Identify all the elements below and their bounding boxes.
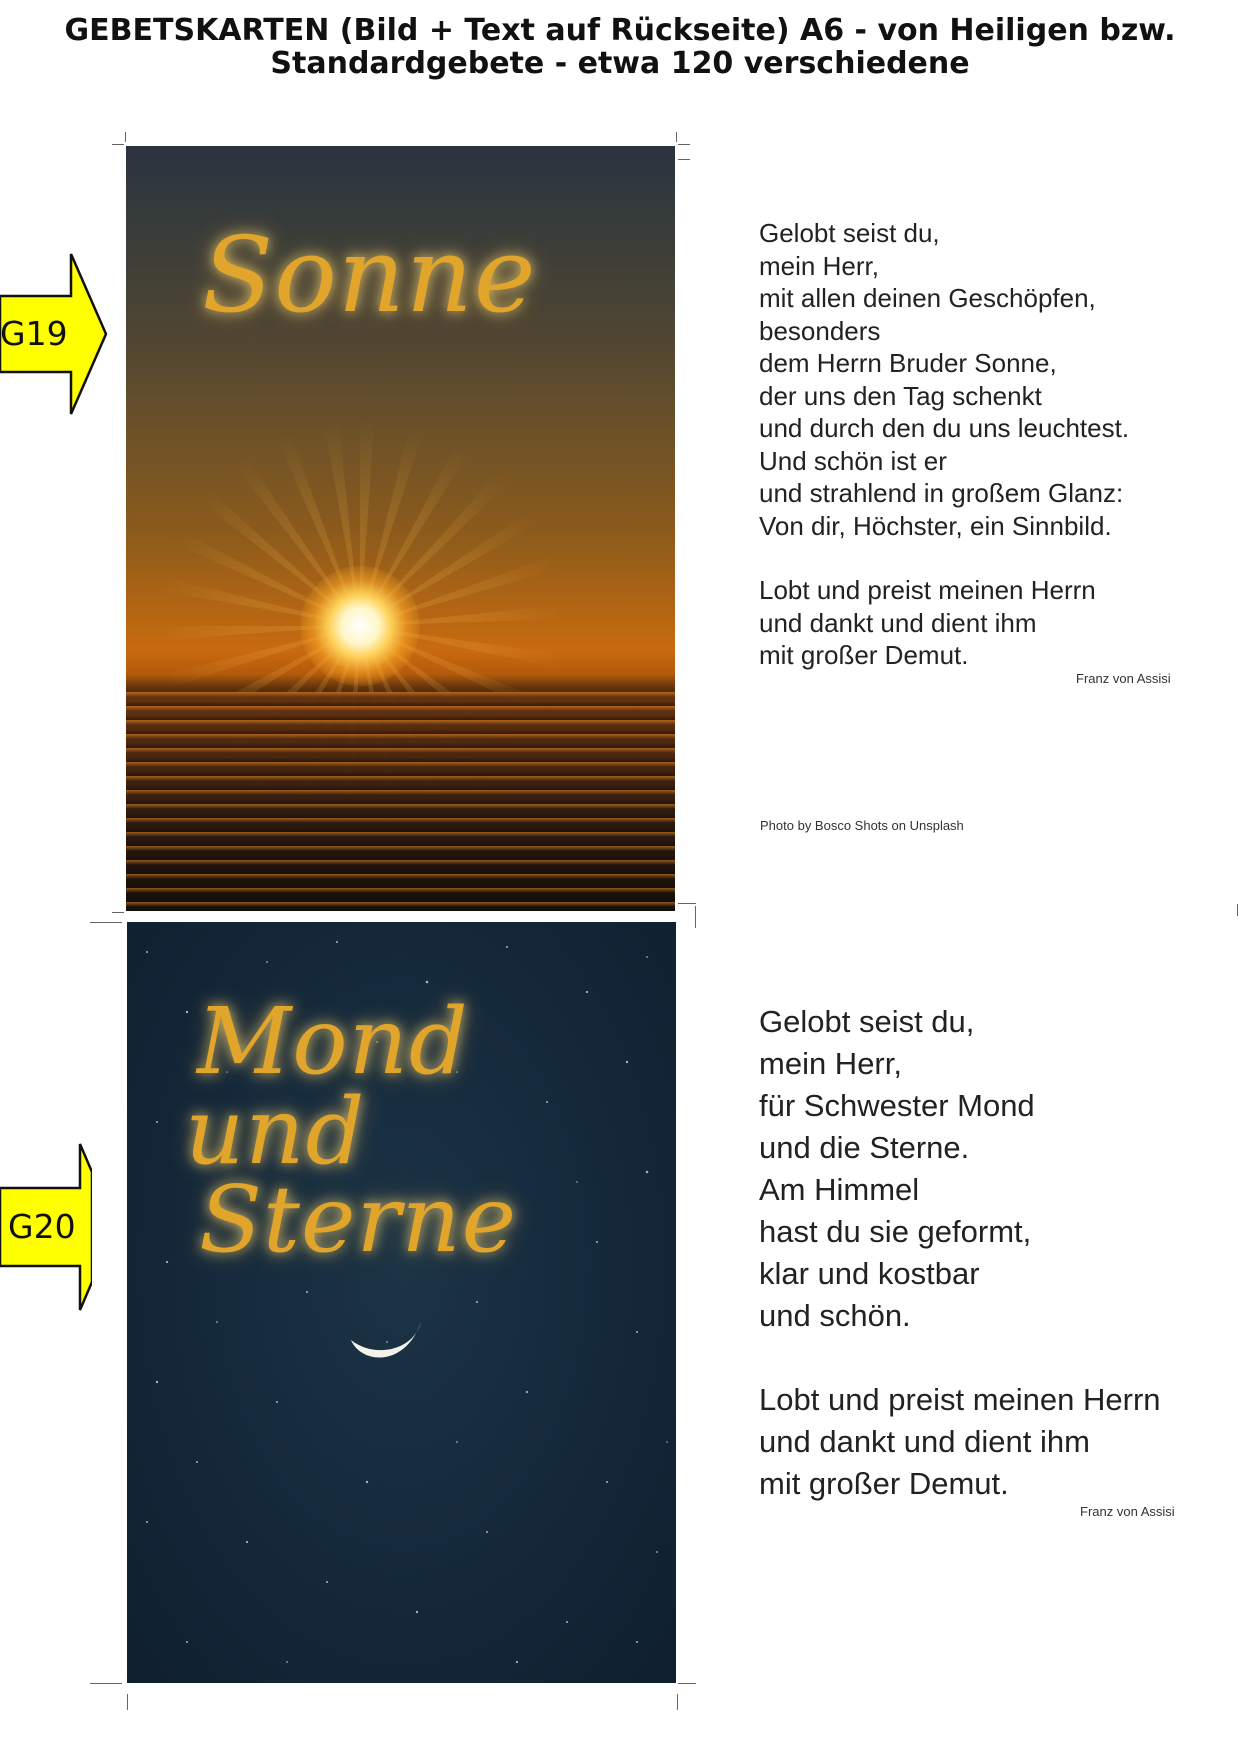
prayer-line: mit allen deinen Geschöpfen, [759, 283, 1096, 313]
crop-mark [678, 903, 696, 904]
crop-mark [90, 1683, 122, 1684]
prayer-text-g19 [759, 217, 1129, 672]
prayer-line: klar und kostbar [759, 1256, 980, 1291]
refrain-line: mit großer Demut. [759, 640, 969, 670]
crop-mark [676, 132, 677, 142]
refrain-line: und dankt und dient ihm [759, 1424, 1090, 1459]
card-image-title: Sterne [199, 1166, 518, 1273]
crop-mark [678, 1683, 696, 1684]
prayer-text-g20 [759, 1001, 1161, 1505]
prayer-line: Und schön ist er [759, 445, 947, 476]
prayer-line: Gelobt seist du, [759, 1004, 975, 1039]
card-image-title: Mond [197, 988, 469, 1095]
refrain-line: Lobt und preist meinen Herrn [759, 575, 1096, 605]
cloud-layer [126, 692, 675, 911]
prayer-line: der uns den Tag schenkt [759, 380, 1042, 411]
crop-mark [112, 912, 124, 913]
prayer-line: mein Herr, [759, 250, 879, 281]
prayer-line: Am Himmel [759, 1172, 920, 1207]
card-image-mond-und-sterne [127, 922, 676, 1683]
crop-mark [695, 906, 696, 928]
refrain-line: und dankt und dient ihm [759, 607, 1037, 638]
crop-mark [678, 144, 690, 145]
crop-mark [1237, 904, 1238, 916]
prayer-author: Franz von Assisi [1080, 1504, 1175, 1519]
prayer-line: und strahlend in großem Glanz: [759, 478, 1124, 508]
card-code-label: G20 [8, 1207, 76, 1246]
prayer-line: mein Herr, [759, 1046, 902, 1081]
crop-mark [90, 922, 122, 923]
crop-mark [677, 1694, 678, 1710]
prayer-line: dem Herrn Bruder Sonne, [759, 348, 1057, 378]
sun-icon [300, 566, 420, 686]
prayer-line: und durch den du uns leuchtest. [759, 413, 1130, 443]
prayer-line: besonders [759, 315, 881, 346]
moon-icon [347, 1312, 427, 1372]
page-title-line-2: Standardgebete - etwa 120 verschiedene [270, 46, 970, 81]
prayer-line: hast du sie geformt, [759, 1214, 1032, 1249]
photo-credit: Photo by Bosco Shots on Unsplash [760, 818, 964, 833]
crop-mark [678, 159, 690, 160]
card-image-title: und [185, 1078, 366, 1185]
prayer-line: Gelobt seist du, [759, 218, 940, 248]
card-image-title: Sonne [202, 214, 537, 336]
crop-mark [125, 132, 126, 142]
crop-mark [112, 144, 124, 145]
page-title [0, 14, 1240, 80]
prayer-line: und die Sterne. [759, 1130, 970, 1165]
prayer-line: Von dir, Höchster, ein Sinnbild. [759, 510, 1112, 541]
refrain-line: mit großer Demut. [759, 1466, 1009, 1501]
refrain-line: Lobt und preist meinen Herrn [759, 1382, 1161, 1417]
prayer-line: für Schwester Mond [759, 1088, 1035, 1123]
card-code-label: G19 [0, 314, 68, 353]
prayer-line: und schön. [759, 1298, 911, 1333]
prayer-author: Franz von Assisi [1076, 671, 1171, 686]
card-image-sonne [126, 146, 675, 911]
page-title-line-1: GEBETSKARTEN (Bild + Text auf Rückseite) A6 - von Heiligen bzw. [64, 13, 1176, 48]
crop-mark [127, 1694, 128, 1710]
